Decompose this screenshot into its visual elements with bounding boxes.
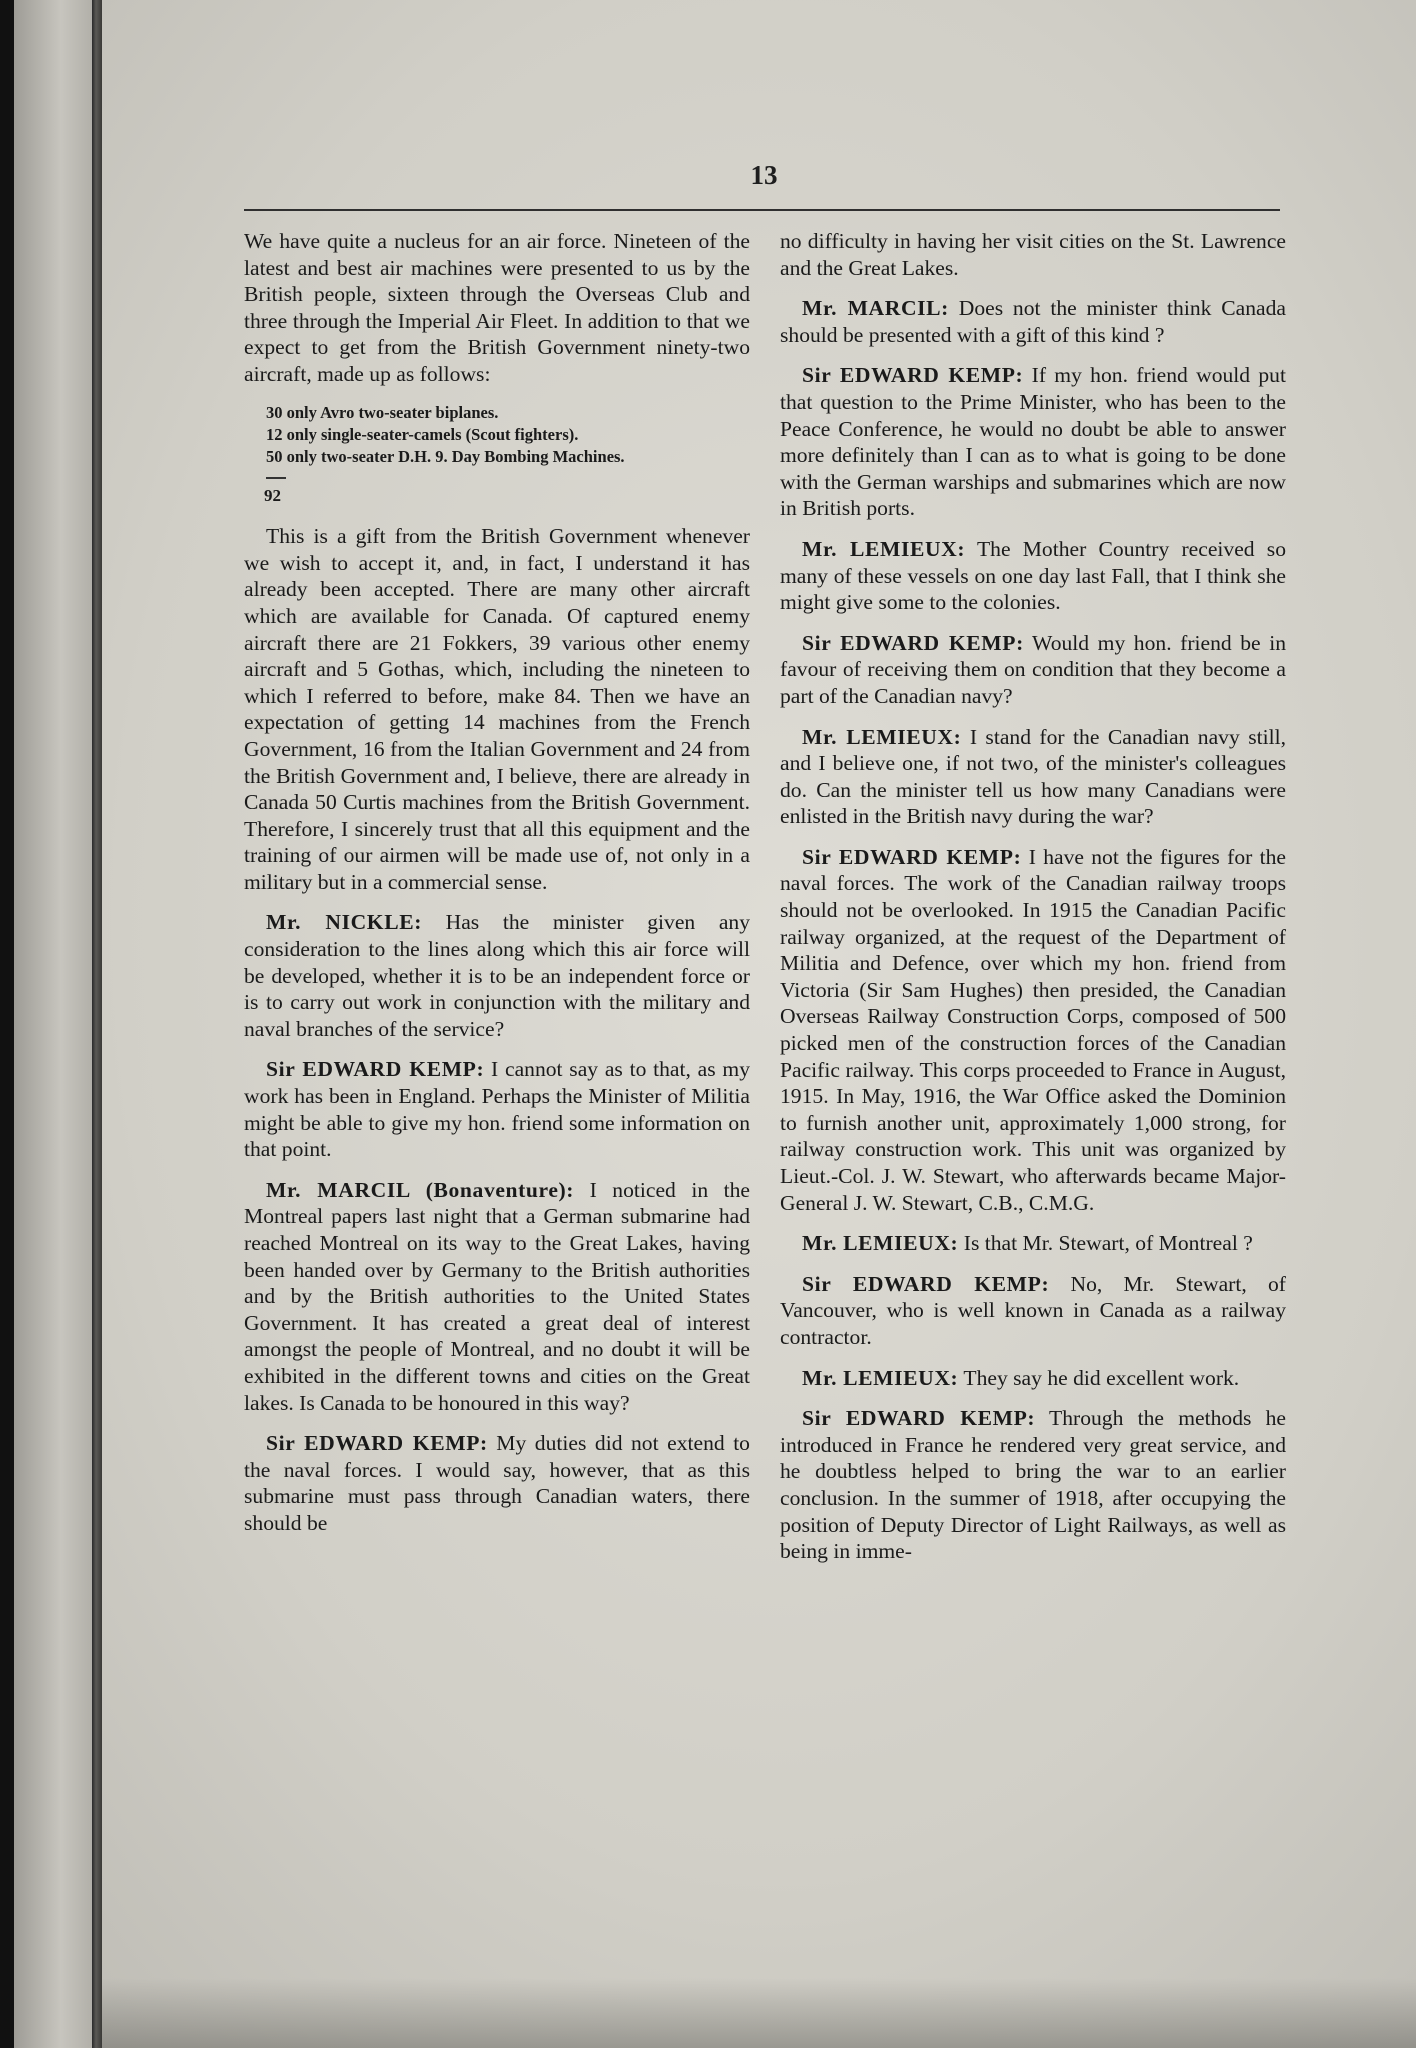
bottom-shadow xyxy=(102,1978,1416,2048)
scan-border xyxy=(0,0,14,2048)
speech-text: Does not the minister think Canada should be presented with a gift of this kind ? xyxy=(780,296,1286,347)
speech-text: My duties did not extend to the naval forces. I would say, however, that as this submarine must pass through Canadian waters, there should be xyxy=(244,1431,750,1535)
paragraph xyxy=(780,1405,1286,1565)
speaker-name: Mr. MARCIL (Bonaventure): xyxy=(266,1177,575,1202)
speaker-name: Sir EDWARD KEMP: xyxy=(802,844,1022,869)
speaker-name: Mr. NICKLE: xyxy=(266,910,422,935)
paragraph xyxy=(780,295,1286,348)
list-item: 12 only single-seater-camels (Scout fighters). xyxy=(266,424,579,444)
left-column xyxy=(244,228,750,1551)
speaker-name: Mr. LEMIEUX: xyxy=(802,1231,959,1256)
speech-text: I stand for the Canadian navy still, and I believe one, if not two, of the minister's colleagues do. Can the minister tell us how many Canadians were enlisted in the British navy during the war? xyxy=(780,724,1286,829)
speaker-name: Sir EDWARD KEMP: xyxy=(802,1406,1036,1431)
speech-text: The Mother Country received so many of these vessels on one day last Fall, that I think she might give some to the colonies. xyxy=(780,536,1286,615)
speaker-name: Mr. MARCIL: xyxy=(802,296,949,321)
right-column xyxy=(780,228,1286,1579)
speech-text: They say he did excellent work. xyxy=(963,1365,1240,1390)
total-rule xyxy=(266,477,286,479)
paragraph xyxy=(780,1230,1286,1257)
paragraph xyxy=(780,630,1286,710)
speech-text: Is that Mr. Stewart, of Montreal ? xyxy=(963,1231,1253,1256)
header-rule xyxy=(244,209,1280,211)
paragraph xyxy=(780,1365,1286,1392)
speech-text: If my hon. friend would put that question to the Prime Minister, who has been to the Peace Conference, he would no doubt be able to answer more definitely than I can as to what is going to be done with the German warships and submarines which are now in British ports. xyxy=(780,363,1286,521)
paragraph xyxy=(780,724,1286,830)
paragraph xyxy=(244,1056,750,1162)
speech-text: No, Mr. Stewart, of Vancouver, who is well known in Canada as a railway contractor. xyxy=(780,1271,1286,1349)
speaker-name: Mr. LEMIEUX: xyxy=(802,1365,959,1390)
aircraft-list xyxy=(266,402,750,467)
speech-text: Through the methods he introduced in France he rendered very great service, and he doubtless helped to bring the war to an earlier conclusion. In the summer of 1918, after occupying the position of Deputy Director of Light Railways, as well as being in imme- xyxy=(780,1406,1286,1564)
paragraph: We have quite a nucleus for an air force. Nineteen of the latest and best air machines were presented to us by the British people, sixteen through the Overseas Club and three through the Imperial Air Fleet. In addition to that we expect to get from the British Government ninety-two aircraft, made up as follows: xyxy=(244,229,750,386)
paragraph xyxy=(244,1177,750,1416)
list-item: 50 only two-seater D.H. 9. Day Bombing Machines. xyxy=(266,446,625,466)
page-number: 13 xyxy=(750,160,778,190)
paragraph: This is a gift from the British Government whenever we wish to accept it, and, in fact, I understand it has already been accepted. There are many other aircraft which are available for Canada. Of captured enemy aircraft there are 21 Fokkers, 39 various other enemy aircraft and 5 Gothas, which, including the nineteen to which I referred to before, make 84. Then we have an expectation of getting 14 machines from the French Government, 16 from the Italian Government and 24 from the British Government and, I believe, there are already in Canada 50 Curtis machines from the British Government. Therefore, I sincerely trust that all this equipment and the training of our airmen will be made use of, not only in a military but in a commercial sense. xyxy=(244,524,750,894)
binding-edge xyxy=(92,0,102,2048)
list-item: 30 only Avro two-seater biplanes. xyxy=(266,402,499,422)
paragraph xyxy=(244,909,750,1042)
speech-text: Has the minister given any consideration to the lines along which this air force will be developed, whether it is to be an independent force or is to carry out work in conjunction with the military and naval branches of the service? xyxy=(244,910,750,1041)
speech-text: I cannot say as to that, as my work has been in England. Perhaps the Minister of Militia might be able to give my hon. friend some information on that point. xyxy=(244,1057,751,1162)
speaker-name: Sir EDWARD KEMP: xyxy=(266,1431,488,1456)
speaker-name: Sir EDWARD KEMP: xyxy=(802,630,1024,655)
speaker-name: Sir EDWARD KEMP: xyxy=(802,363,1024,388)
speaker-name: Mr. LEMIEUX: xyxy=(802,724,962,749)
speaker-name: Mr. LEMIEUX: xyxy=(802,536,966,561)
paragraph xyxy=(780,536,1286,616)
speaker-name: Sir EDWARD KEMP: xyxy=(266,1057,485,1082)
paragraph xyxy=(780,1271,1286,1351)
speech-text: Would my hon. friend be in favour of receiving them on condition that they become a part of the Canadian navy? xyxy=(780,630,1287,708)
speech-text: I noticed in the Montreal papers last night that a German submarine had reached Montreal on its way to the Great Lakes, having been handed over by Germany to the British authorities and by the British authorities to the United States Government. It has created a great deal of interest amongst the people of Montreal, and no doubt it will be exhibited in the different towns and cities on the Great lakes. Is Canada to be honoured in this way? xyxy=(244,1177,750,1415)
paragraph xyxy=(780,844,1286,1216)
paragraph xyxy=(244,1430,750,1536)
aircraft-total: 92 xyxy=(264,485,281,505)
paragraph xyxy=(780,362,1286,522)
spine-shadow xyxy=(14,0,92,2048)
speech-text: I have not the figures for the naval forces. The work of the Canadian railway troops should not be overlooked. In 1915 the Canadian Pacific railway organized, at the request of the Department of Militia and Defence, over which my hon. friend from Victoria (Sir Sam Hughes) then presided, the Canadian Overseas Railway Construction Corps, composed of 500 picked men of the construction forces of the Canadian Pacific railway. This corps proceeded to France in August, 1915. In May, 1916, the War Office asked the Dominion to furnish another unit, approximately 1,000 strong, for railway construction work. This unit was organized by Lieut.-Col. J. W. Stewart, who afterwards became Major-General J. W. Stewart, C.B., C.M.G. xyxy=(780,844,1286,1215)
speaker-name: Sir EDWARD KEMP: xyxy=(802,1271,1050,1296)
paragraph: no difficulty in having her visit cities on the St. Lawrence and the Great Lakes. xyxy=(780,229,1286,280)
